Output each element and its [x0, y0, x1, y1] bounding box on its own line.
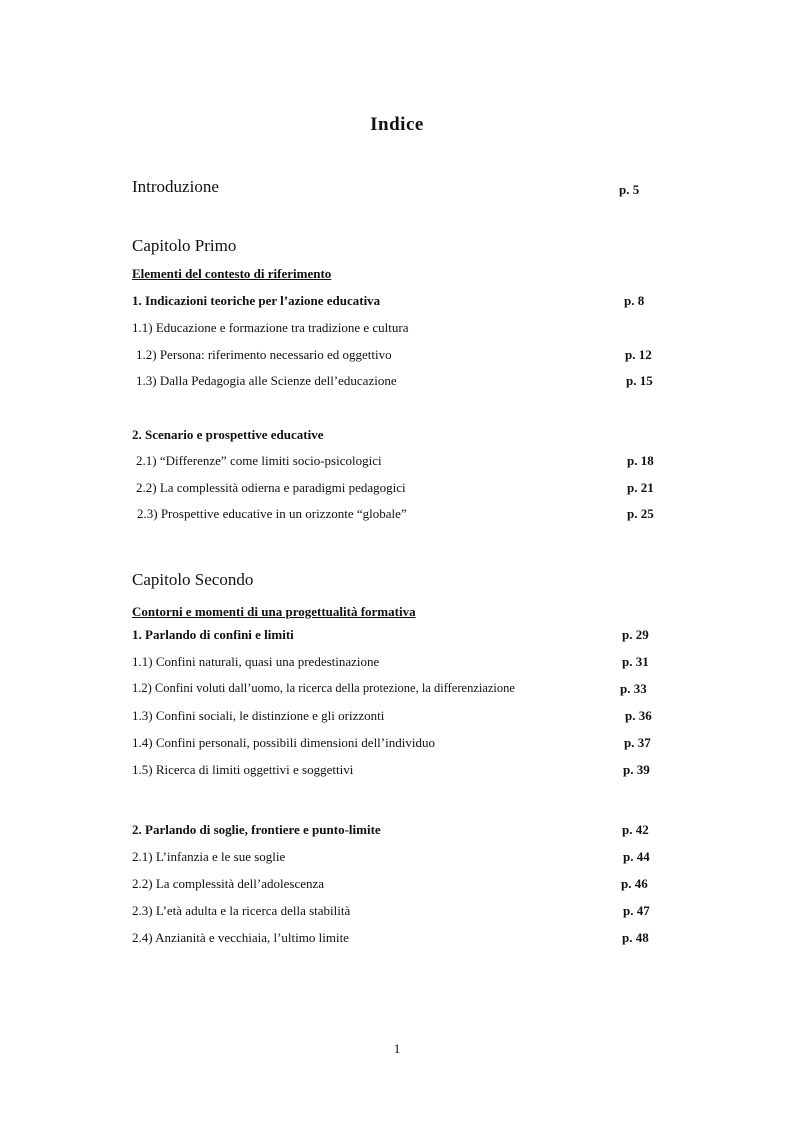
page-number: 1 — [393, 1041, 401, 1056]
chapter-1-section-1: 1. Indicazioni teoriche per l’azione educativa — [132, 293, 381, 308]
chapter-2-subtitle: Contorni e momenti di una progettualità formativa — [132, 604, 416, 619]
toc-entry-page: p. 33 — [620, 681, 647, 696]
toc-entry-page: p. 31 — [622, 654, 649, 669]
toc-entry: 1.1) Confini naturali, quasi una predestinazione — [132, 654, 380, 669]
chapter-2-heading: Capitolo Secondo — [132, 570, 254, 589]
toc-entry: 2.1) L’infanzia e le sue soglie — [132, 849, 286, 864]
chapter-1-section-1-page: p. 8 — [624, 293, 645, 308]
toc-entry: 1.1) Educazione e formazione tra tradizione e cultura — [132, 320, 409, 335]
toc-entry-page: p. 36 — [625, 708, 652, 723]
toc-entry: 1.5) Ricerca di limiti oggettivi e soggettivi — [132, 762, 354, 777]
toc-entry-page: p. 47 — [623, 903, 650, 918]
toc-entry: 2.3) Prospettive educative in un orizzonte “globale” — [137, 506, 407, 521]
chapter-1-heading: Capitolo Primo — [132, 236, 237, 255]
toc-entry-page: p. 25 — [627, 506, 654, 521]
chapter-1-section-2: 2. Scenario e prospettive educative — [132, 427, 324, 442]
toc-introduction-page: p. 5 — [619, 182, 640, 197]
toc-entry-page: p. 39 — [623, 762, 650, 777]
chapter-2-section-1: 1. Parlando di confini e limiti — [132, 627, 294, 642]
chapter-2-section-2: 2. Parlando di soglie, frontiere e punto-limite — [132, 822, 381, 837]
page-title: Indice — [370, 114, 424, 135]
toc-entry: 2.4) Anzianità e vecchiaia, l’ultimo limite — [132, 930, 349, 945]
chapter-1-subtitle: Elementi del contesto di riferimento — [132, 266, 332, 281]
toc-entry: 2.3) L’età adulta e la ricerca della stabilità — [132, 903, 351, 918]
toc-entry-page: p. 21 — [627, 480, 654, 495]
chapter-2-section-2-page: p. 42 — [622, 822, 649, 837]
toc-entry: 1.3) Dalla Pedagogia alle Scienze dell’educazione — [136, 373, 397, 388]
toc-introduction: Introduzione — [132, 177, 219, 196]
toc-entry: 1.3) Confini sociali, le distinzione e gli orizzonti — [132, 708, 385, 723]
toc-entry-page: p. 46 — [621, 876, 648, 891]
toc-entry-page: p. 15 — [626, 373, 653, 388]
toc-entry-page: p. 44 — [623, 849, 650, 864]
toc-entry: 2.1) “Differenze” come limiti socio-psicologici — [136, 453, 382, 468]
toc-entry: 1.2) Confini voluti dall’uomo, la ricerca della protezione, la differenziazione — [132, 681, 515, 695]
toc-entry-page: p. 18 — [627, 453, 654, 468]
toc-entry-page: p. 12 — [625, 347, 652, 362]
toc-entry: 1.2) Persona: riferimento necessario ed oggettivo — [136, 347, 392, 362]
toc-entry-page: p. 37 — [624, 735, 651, 750]
chapter-2-section-1-page: p. 29 — [622, 627, 649, 642]
toc-entry: 2.2) La complessità dell’adolescenza — [132, 876, 325, 891]
toc-entry: 2.2) La complessità odierna e paradigmi pedagogici — [136, 480, 406, 495]
toc-entry-page: p. 48 — [622, 930, 649, 945]
toc-entry: 1.4) Confini personali, possibili dimensioni dell’individuo — [132, 735, 435, 750]
